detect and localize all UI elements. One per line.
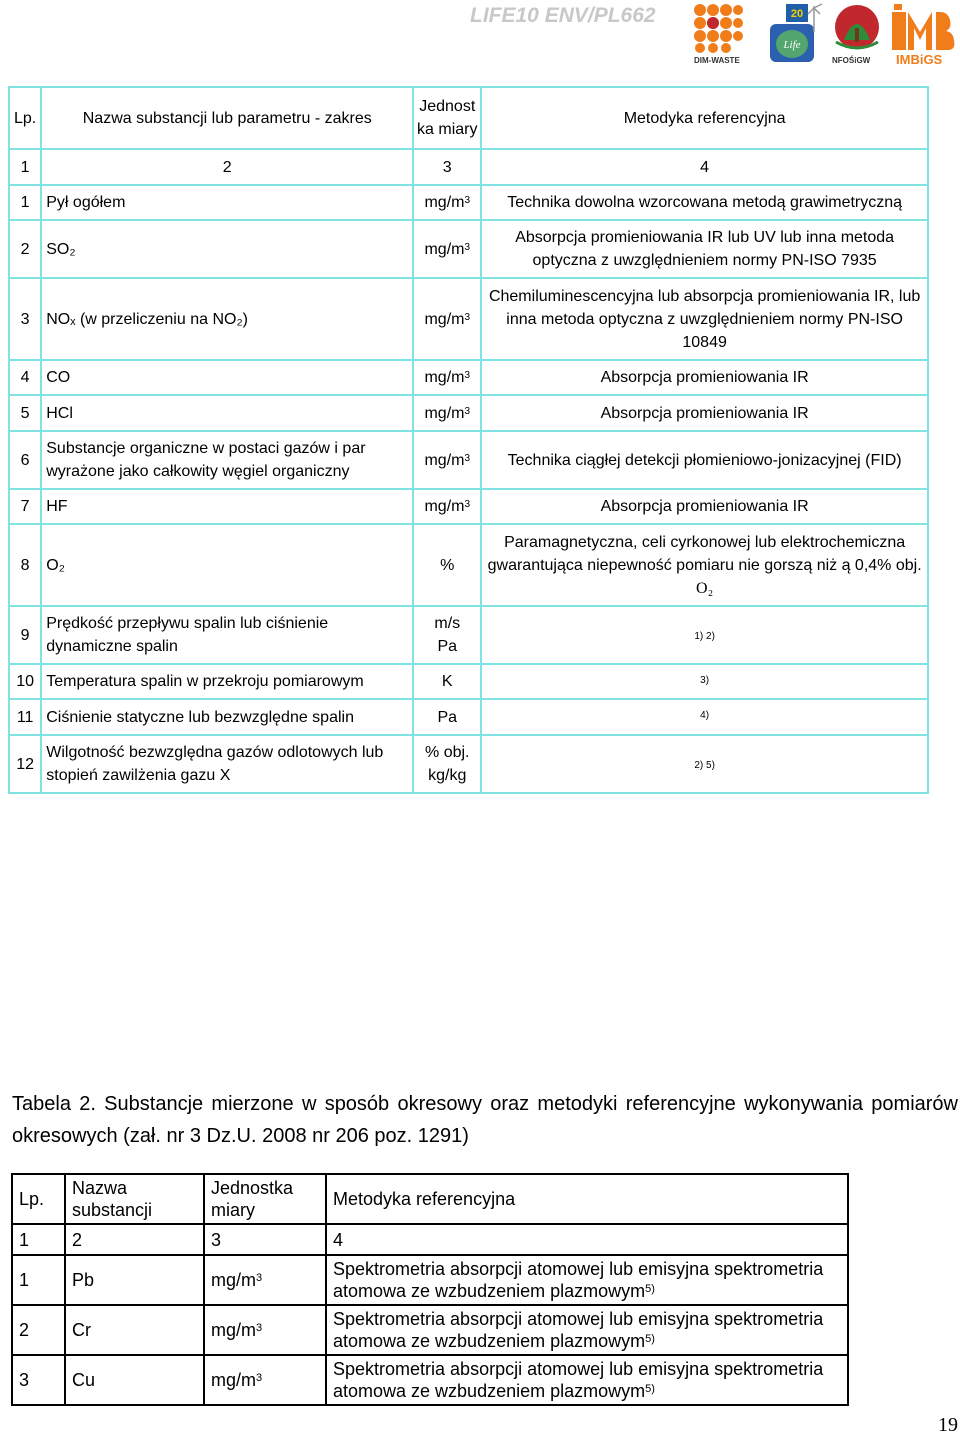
row-name: Wilgotność bezwzględna gazów odlotowych lub stopień zawilżenia gazu X	[41, 735, 413, 793]
row-method: 3)	[481, 664, 928, 699]
row-lp: 10	[9, 664, 41, 699]
row-unit: $mg/m^3$	[413, 185, 481, 220]
nfosigw-caption: NFOŚiGW	[832, 56, 871, 65]
table-row	[12, 1255, 848, 1305]
row-unit: $mg/m^3$	[413, 395, 481, 431]
col-num-4: 4	[481, 149, 928, 185]
row-name: SO₂	[41, 220, 413, 278]
imbigs-logo	[890, 2, 956, 66]
row-unit: % obj. kg/kg	[413, 735, 481, 793]
table-row	[9, 395, 928, 431]
header-name: Nazwa substancji	[65, 1174, 204, 1224]
header-lp: Lp.	[12, 1174, 65, 1224]
row-method: 2) 5)	[481, 735, 928, 793]
col-num-3: 3	[413, 149, 481, 185]
row-method: Technika dowolna wzorcowana metodą grawimetryczną	[481, 185, 928, 220]
row-unit: $mg/m^3$	[413, 360, 481, 395]
table-row	[12, 1355, 848, 1405]
col-num-2: 2	[65, 1224, 204, 1255]
col-num-1: 1	[12, 1224, 65, 1255]
svg-text:Life: Life	[783, 39, 801, 51]
page-number: 19	[938, 1414, 958, 1436]
row-unit: K	[413, 664, 481, 699]
row-name: HF	[41, 489, 413, 524]
row-lp: 9	[9, 606, 41, 664]
table-row	[12, 1305, 848, 1355]
col-num-1: 1	[9, 149, 41, 185]
row-lp: 8	[9, 524, 41, 606]
row-method: Absorpcja promieniowania IR	[481, 489, 928, 524]
row-lp: 5	[9, 395, 41, 431]
row-lp: 4	[9, 360, 41, 395]
row-method: Chemiluminescencyjna lub absorpcja promieniowania IR, lub inna metoda optyczna z uwzględnieniem normy PN-ISO 10849	[481, 278, 928, 360]
row-name: Pył ogółem	[41, 185, 413, 220]
periodic-measurements-table	[11, 1173, 849, 1406]
table-row	[9, 489, 928, 524]
col-num-4: 4	[326, 1224, 848, 1255]
row-lp: 3	[9, 278, 41, 360]
table-row	[9, 278, 928, 360]
row-method: Technika ciągłej detekcji płomieniowo-jonizacyjnej (FID)	[481, 431, 928, 489]
table-row	[9, 735, 928, 793]
table-row	[9, 185, 928, 220]
row-unit: %	[413, 524, 481, 606]
row-lp: 7	[9, 489, 41, 524]
row-method: Spektrometria absorpcji atomowej lub emisyjna spektrometria atomowa ze wzbudzeniem plazmowym$^{5)}$	[326, 1355, 848, 1405]
column-numbering-row	[9, 149, 928, 185]
row-method: Paramagnetyczna, celi cyrkonowej lub elektrochemiczna gwarantująca niepewność pomiaru nie gorszą niż ą 0,4% obj. O₂	[481, 524, 928, 606]
table2-caption: Tabela 2. Substancje mierzone w sposób okresowy oraz metodyki referencyjne wykonywania pomiarów okresowych (zał. nr 3 Dz.U. 2008 nr 206 poz. 1291)	[12, 1093, 958, 1147]
row-unit: m/s Pa	[413, 606, 481, 664]
header-unit: Jednostka miary	[204, 1174, 326, 1224]
row-method: Spektrometria absorpcji atomowej lub emisyjna spektrometria atomowa ze wzbudzeniem plazmowym$^{5)}$	[326, 1305, 848, 1355]
row-unit: $mg/m^3$	[204, 1355, 326, 1405]
header-unit: Jednost ka miary	[413, 87, 481, 149]
table-row	[9, 524, 928, 606]
table-row	[9, 220, 928, 278]
row-name: CO	[41, 360, 413, 395]
svg-text:20: 20	[790, 8, 804, 20]
header-method: Metodyka referencyjna	[481, 87, 928, 149]
row-name: Temperatura spalin w przekroju pomiarowym	[41, 664, 413, 699]
row-name: Cu	[65, 1355, 204, 1405]
row-unit: $mg/m^3$	[413, 431, 481, 489]
table-row	[9, 664, 928, 699]
row-lp: 2	[12, 1305, 65, 1355]
header-method: Metodyka referencyjna	[326, 1174, 848, 1224]
row-lp: 11	[9, 699, 41, 735]
row-name: Cr	[65, 1305, 204, 1355]
reference-methods-table	[8, 86, 929, 794]
col-num-2: 2	[41, 149, 413, 185]
row-method: Spektrometria absorpcji atomowej lub emisyjna spektrometria atomowa ze wzbudzeniem plazmowym$^{5)}$	[326, 1255, 848, 1305]
row-unit: $mg/m^3$	[413, 220, 481, 278]
dim-waste-logo	[692, 2, 744, 66]
row-method: 1) 2)	[481, 606, 928, 664]
row-lp: 3	[12, 1355, 65, 1405]
life-logo	[762, 2, 828, 66]
row-name: NOₓ (w przeliczeniu na NO₂)	[41, 278, 413, 360]
row-name: Prędkość przepływu spalin lub ciśnienie dynamiczne spalin	[41, 606, 413, 664]
row-unit: $mg/m^3$	[204, 1255, 326, 1305]
table-header-row	[9, 87, 928, 149]
table-row	[9, 431, 928, 489]
row-name: O₂	[41, 524, 413, 606]
row-method: Absorpcja promieniowania IR	[481, 395, 928, 431]
row-method: 4)	[481, 699, 928, 735]
table-row	[9, 606, 928, 664]
header-name: Nazwa substancji lub parametru - zakres	[41, 87, 413, 149]
row-lp: 6	[9, 431, 41, 489]
imbigs-caption: IMBiGS	[896, 52, 943, 67]
row-name: HCl	[41, 395, 413, 431]
row-lp: 1	[12, 1255, 65, 1305]
row-name: Pb	[65, 1255, 204, 1305]
row-method: Absorpcja promieniowania IR lub UV lub inna metoda optyczna z uwzględnieniem normy PN-ISO 7935	[481, 220, 928, 278]
column-numbering-row	[12, 1224, 848, 1255]
row-method: Absorpcja promieniowania IR	[481, 360, 928, 395]
dim-waste-caption: DIM-WASTE	[694, 56, 740, 65]
col-num-3: 3	[204, 1224, 326, 1255]
project-code: LIFE10 ENV/PL662	[470, 4, 656, 27]
row-lp: 2	[9, 220, 41, 278]
row-name: Substancje organiczne w postaci gazów i par wyrażone jako całkowity węgiel organiczny	[41, 431, 413, 489]
header-lp: Lp.	[9, 87, 41, 149]
row-lp: 1	[9, 185, 41, 220]
table-header-row	[12, 1174, 848, 1224]
row-unit: $mg/m^3$	[413, 278, 481, 360]
row-unit: $mg/m^3$	[204, 1305, 326, 1355]
row-name: Ciśnienie statyczne lub bezwzględne spalin	[41, 699, 413, 735]
row-unit: $mg/m^3$	[413, 489, 481, 524]
row-unit: Pa	[413, 699, 481, 735]
table-row	[9, 699, 928, 735]
row-lp: 12	[9, 735, 41, 793]
nfosigw-logo	[832, 2, 882, 66]
table-row	[9, 360, 928, 395]
